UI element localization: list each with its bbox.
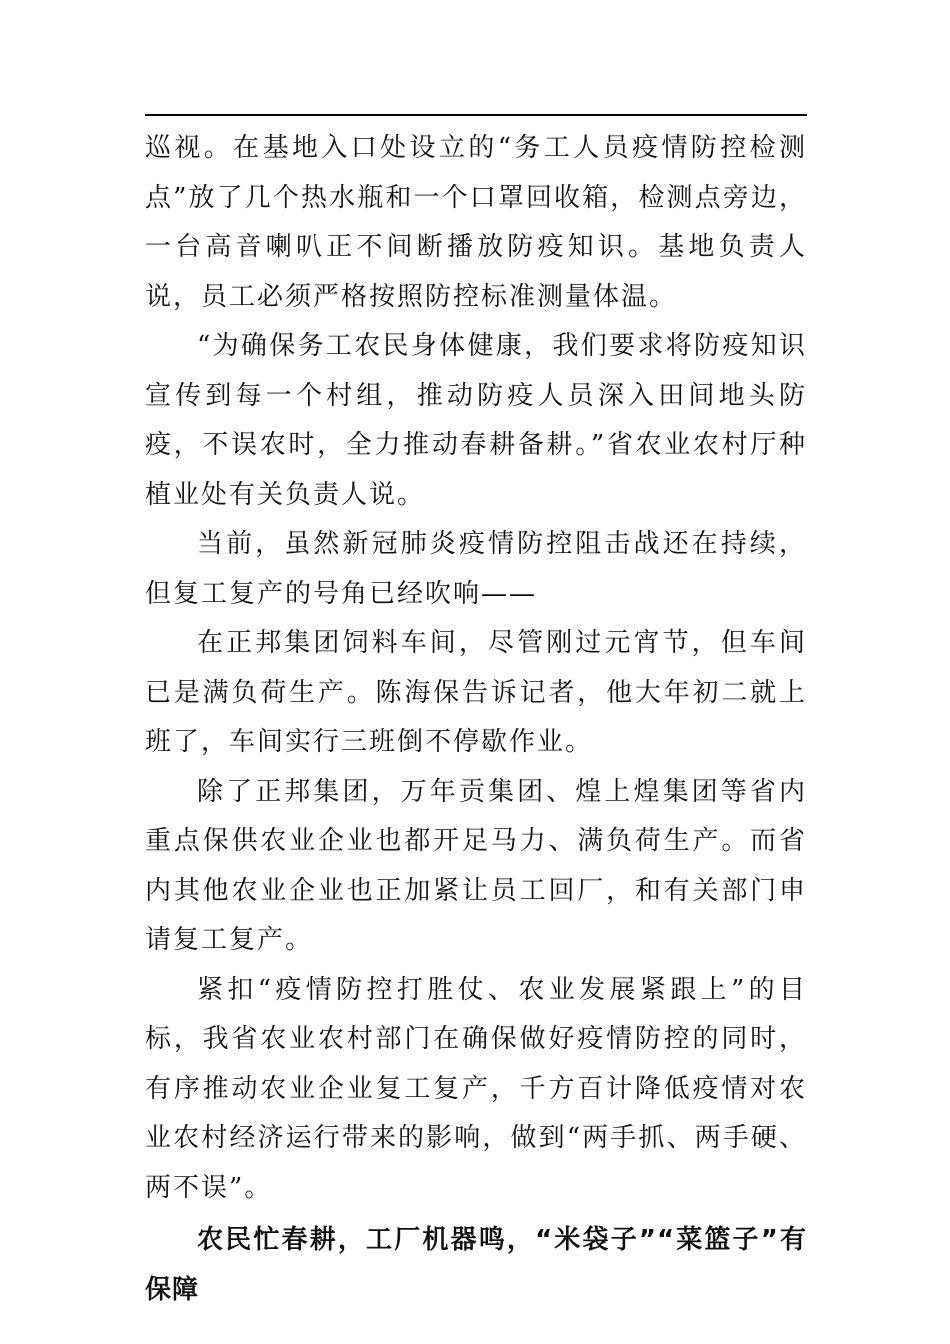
article-body bbox=[145, 124, 807, 1315]
paragraph-goal: 紧扣“疫情防控打胜仗、农业发展紧跟上”的目标，我省农业农村部门在确保做好疫情防控的同时，有序推动农业企业复工复产，千方百计降低疫情对农业农村经济运行带来的影响，做到“两手抓、两手硬、两不误”。 bbox=[145, 974, 807, 1203]
paragraph-current: 当前，虽然新冠肺炎疫情防控阻击战还在持续，但复工复产的号角已经吹响—— bbox=[145, 529, 807, 609]
section-heading: 农民忙春耕，工厂机器鸣，“米袋子”“菜篮子”有保障 bbox=[145, 1225, 807, 1305]
paragraph-continued: 巡视。在基地入口处设立的“务工人员疫情防控检测点”放了几个热水瓶和一个口罩回收箱，检测点旁边，一台高音喇叭正不间断播放防疫知识。基地负责人说，员工必须严格按照防控标准测量体温。 bbox=[145, 133, 807, 312]
header-rule bbox=[145, 114, 807, 116]
paragraph-quote: “为确保务工农民身体健康，我们要求将防疫知识宣传到每一个村组，推动防疫人员深入田间地头防疫，不误农时，全力推动春耕备耕。”省农业农村厅种植业处有关负责人说。 bbox=[145, 331, 807, 510]
paragraph-enterprises: 除了正邦集团，万年贡集团、煌上煌集团等省内重点保供农业企业也都开足马力、满负荷生产。而省内其他农业企业也正加紧让员工回厂，和有关部门申请复工复产。 bbox=[145, 776, 807, 955]
paragraph-zhengbang: 在正邦集团饲料车间，尽管刚过元宵节，但车间已是满负荷生产。陈海保告诉记者，他大年初二就上班了，车间实行三班倒不停歇作业。 bbox=[145, 628, 807, 757]
